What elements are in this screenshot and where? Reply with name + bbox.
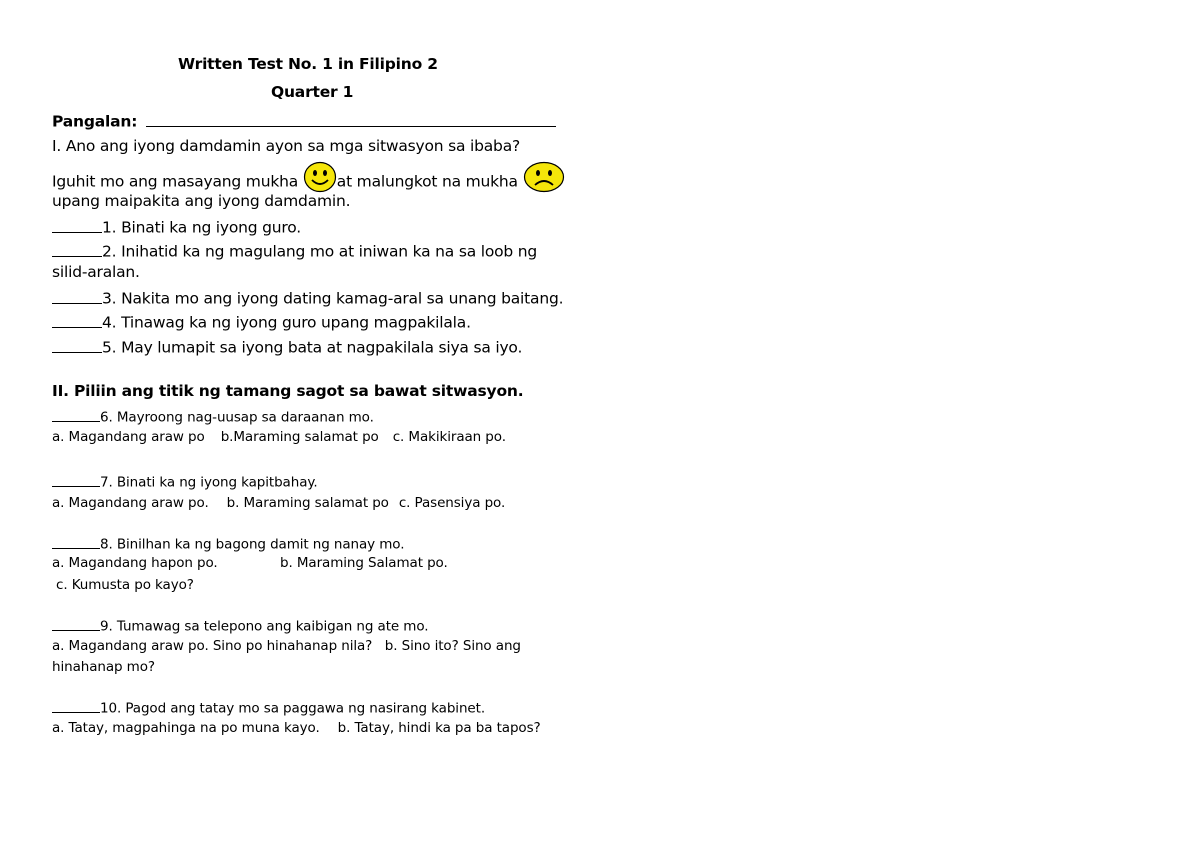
answer-blank: [52, 216, 102, 233]
instruction-part2: at malungkot na mukha: [336, 172, 518, 191]
question-6-choices: [52, 429, 506, 445]
answer-blank: [52, 616, 100, 631]
section2-heading: II. Piliin ang titik ng tamang sagot sa bawat sitwasyon.: [52, 382, 524, 400]
section1-item-2: [52, 240, 537, 261]
answer-blank: [52, 472, 100, 487]
choice-a: a. Magandang hapon po.: [52, 555, 218, 571]
question-text: 10. Pagod ang tatay mo sa paggawa ng nasirang kabinet.: [100, 700, 486, 717]
answer-blank: [52, 240, 102, 257]
section1-item-4: [52, 311, 471, 332]
choice-a: a. Magandang araw po: [52, 429, 205, 445]
question-8: [52, 534, 404, 553]
question-9-choices: a. Magandang araw po. Sino po hinahanap nila? b. Sino ito? Sino ang: [52, 638, 521, 654]
item-text: 5. May lumapit sa iyong bata at nagpakilala siya sa iyo.: [102, 338, 523, 357]
item-text: 3. Nakita mo ang iyong dating kamag-aral sa unang baitang.: [102, 289, 564, 308]
sad-face-icon: [523, 161, 565, 197]
item-text: 4. Tinawag ka ng iyong guro upang magpakilala.: [102, 313, 471, 332]
choice-c: c. Makikiraan po.: [392, 429, 506, 445]
answer-blank: [52, 287, 102, 304]
choice-b: b. Tatay, hindi ka pa ba tapos?: [337, 720, 541, 736]
question-9-choices-continuation: hinahanap mo?: [52, 659, 155, 675]
question-8-choice-c: c. Kumusta po kayo?: [56, 577, 194, 593]
section1-heading: I. Ano ang iyong damdamin ayon sa mga sitwasyon sa ibaba?: [52, 137, 521, 155]
question-text: 7. Binati ka ng iyong kapitbahay.: [100, 474, 318, 491]
choice-b: b. Maraming salamat po: [226, 495, 389, 511]
question-7-choices: [52, 495, 505, 511]
section1-item-5: [52, 336, 522, 357]
question-9: [52, 616, 428, 635]
instruction-part1: Iguhit mo ang masayang mukha: [52, 172, 299, 191]
choice-a: a. Tatay, magpahinga na po muna kayo.: [52, 720, 320, 736]
item-text: 2. Inihatid ka ng magulang mo at iniwan ka na sa loob ng: [102, 242, 538, 261]
answer-blank: [52, 311, 102, 328]
choice-b: b.Maraming salamat po: [220, 429, 379, 445]
question-7: [52, 472, 318, 491]
answer-blank: [52, 336, 102, 353]
name-blank: [146, 110, 556, 127]
question-8-choices: [52, 555, 448, 571]
test-title: Written Test No. 1 in Filipino 2: [178, 55, 438, 73]
name-label: Pangalan:: [52, 112, 138, 131]
quarter-label: Quarter 1: [271, 83, 354, 101]
answer-blank: [52, 698, 100, 713]
choice-a: a. Magandang araw po.: [52, 495, 209, 511]
section1-instruction-line2: upang maipakita ang iyong damdamin.: [52, 192, 351, 210]
question-10: [52, 698, 485, 717]
answer-blank: [52, 407, 100, 422]
section1-item-1: [52, 216, 301, 237]
choice-c: c. Pasensiya po.: [398, 495, 506, 511]
name-field: [52, 110, 556, 131]
choice-b: b. Maraming Salamat po.: [280, 555, 448, 571]
question-10-choices: [52, 720, 541, 736]
item-text: 1. Binati ka ng iyong guro.: [102, 218, 301, 237]
question-text: 6. Mayroong nag-uusap sa daraanan mo.: [100, 409, 374, 426]
answer-blank: [52, 534, 100, 549]
question-6: [52, 407, 374, 426]
question-text: 8. Binilhan ka ng bagong damit ng nanay mo.: [100, 536, 405, 553]
section1-item-2-continuation: silid-aralan.: [52, 263, 140, 281]
question-text: 9. Tumawag sa telepono ang kaibigan ng ate mo.: [100, 618, 429, 635]
section1-item-3: [52, 287, 563, 308]
